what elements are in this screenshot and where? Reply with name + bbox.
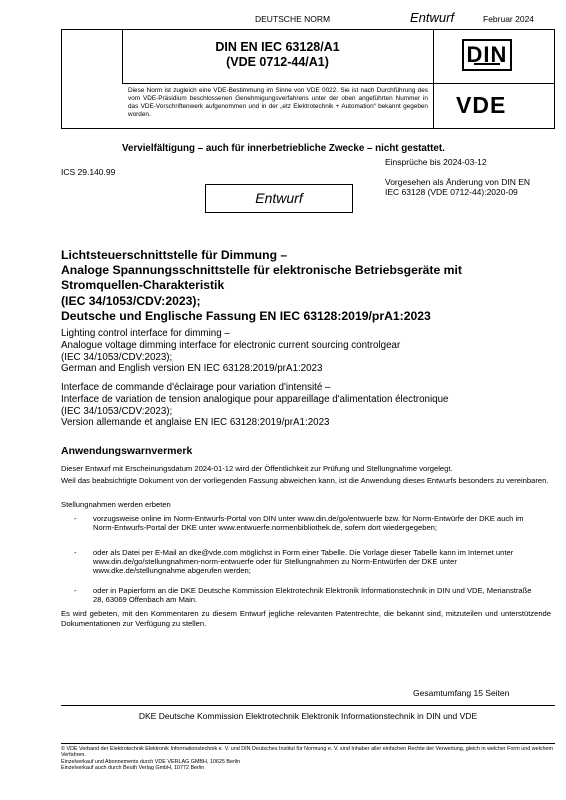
planned-amendment: Vorgesehen als Änderung von DIN EN IEC 63128 (VDE 0712-44):2020-09 [385, 177, 531, 197]
standard-number-line: DIN EN IEC 63128/A1 [215, 40, 340, 54]
title-line: Lighting control interface for dimming – [61, 328, 230, 339]
footer-line: Einzelverkauf und Abonnements durch VDE VERLAG GMBH, 10625 Berlin [61, 758, 241, 765]
title-line: Stromquellen-Charakteristik [61, 278, 225, 293]
box-divider [433, 30, 434, 128]
standard-number-vde: (VDE 0712-44/A1) [226, 55, 329, 69]
paragraph: Weil das beabsichtigte Dokument von der vorliegenden Fassung abweichen kann, ist die Anwendung dieses Entwurfs besonders zu vereinbaren. [61, 476, 549, 485]
title-line: Analoge Spannungsschnittstelle für elektronische Betriebsgeräte mit [61, 263, 462, 278]
title-german [61, 248, 551, 324]
list-item-text: oder als Datei per E-Mail an dke@vde.com möglichst in Form einer Tabelle. Die Vorlage dieser Tabelle kann im Internet unter www.din.de/go/stellungnahmen-norm-entwuerfe oder für Stellungnahmen zu Norm-Entwürfen der DKE unter www.dke.de/stellungnahme abgerufen werden; [93, 548, 514, 576]
draft-label: Entwurf [410, 10, 455, 25]
list-item-text: vorzugsweise online im Norm-Entwurfs-Portal von DIN unter www.din.de/go/entwuerfe bzw. für Norm-Entwürfe der DKE auch im Norm-Entwurfs-Portal der DKE unter www.entwuerfe.normenbibliothek.de, sofern dort wiedergegeben; [93, 514, 524, 533]
din-logo [462, 39, 512, 71]
dke-line: DKE Deutsche Kommission Elektrotechnik Elektronik Informationstechnik in DIN und VDE [138, 711, 478, 721]
title-english [61, 328, 551, 375]
title-line: (IEC 34/1053/CDV:2023); [61, 293, 201, 308]
title-line: (IEC 34/1053/CDV:2023); [61, 405, 173, 417]
standard-header-box [61, 29, 555, 129]
vde-notice: Diese Norm ist zugleich eine VDE-Bestimmung im Sinne von VDE 0022. Sie ist nach Durchführung des vom VDE-Präsidium beschlossenen Genehmigungsverfahrens unter der oben angeführten Nummer in das VDE-Vorschriftenwerk aufgenommen und in der „etz Elektrotechnik + Automation“ bekannt gegeben worden. [128, 87, 428, 118]
din-logo-underline [474, 63, 500, 65]
din-logo-text: DIN [466, 42, 508, 67]
title-line: Interface de variation de tension analogique pour appareillage d'alimentation électronique [61, 393, 449, 405]
title-french [61, 382, 551, 429]
paragraph: Stellungnahmen werden erbeten [61, 500, 171, 509]
title-line: German and English version EN IEC 63128:2019/prA1:2023 [61, 363, 323, 375]
section-heading: Anwendungswarnvermerk [61, 445, 193, 457]
ics-code: ICS 29.140.99 [61, 167, 116, 177]
footer-line: © VDE Verband der Elektrotechnik Elektronik Informationstechnik e. V. und DIN Deutsches Institut für Normung e. V. sind Inhaber aller einfachen Rechte der Verwertung, gleich in welcher Form und welchem Verfahren. [61, 746, 553, 759]
title-line: (IEC 34/1053/CDV:2023); [61, 351, 173, 363]
total-pages: Gesamtumfang 15 Seiten [413, 688, 510, 698]
paragraph: Dieser Entwurf mit Erscheinungsdatum 2024-01-12 wird der Öffentlichkeit zur Prüfung und Stellungnahme vorgelegt. [61, 464, 453, 473]
title-line: Deutsche und Englische Fassung EN IEC 63128:2019/prA1:2023 [61, 308, 431, 323]
list-item-text: oder in Papierform an die DKE Deutsche Kommission Elektrotechnik Elektronik Informationstechnik in DIN und VDE, Merianstraße 28, 63069 Offenbach am Main. [93, 586, 532, 605]
standard-number [122, 40, 433, 70]
title-line: Analogue voltage dimming interface for electronic current sourcing controlgear [61, 339, 401, 351]
title-line: Lichtsteuerschnittstelle für Dimmung – [61, 248, 288, 262]
title-line: Version allemande et anglaise EN IEC 63128:2019/prA1:2023 [61, 417, 330, 429]
document-type-label: DEUTSCHE NORM [255, 14, 331, 24]
divider [61, 705, 555, 706]
paragraph: Es wird gebeten, mit den Kommentaren zu diesem Entwurf jegliche relevanten Patentrechte, die bekannt sind, mitzuteilen und unterstützende Dokumentationen zur Verfügung zu stellen. [61, 609, 551, 628]
objection-deadline: Einsprüche bis 2024-03-12 [385, 157, 487, 167]
publication-date: Februar 2024 [483, 14, 535, 24]
bullet-dash: - [74, 514, 77, 523]
footer-line: Einzelverkauf auch durch Beuth Verlag GmbH, 10772 Berlin [61, 765, 205, 772]
bullet-dash: - [74, 586, 77, 595]
bullet-dash: - [74, 548, 77, 557]
draft-stamp: Entwurf [205, 184, 353, 213]
footer [61, 746, 556, 772]
box-divider [122, 83, 554, 84]
title-line: Interface de commande d'éclairage pour variation d'intensité – [61, 382, 331, 393]
divider [61, 743, 555, 744]
vde-logo: VDE [456, 92, 507, 118]
reproduction-notice: Vervielfältigung – auch für innerbetriebliche Zwecke – nicht gestattet. [122, 143, 445, 154]
